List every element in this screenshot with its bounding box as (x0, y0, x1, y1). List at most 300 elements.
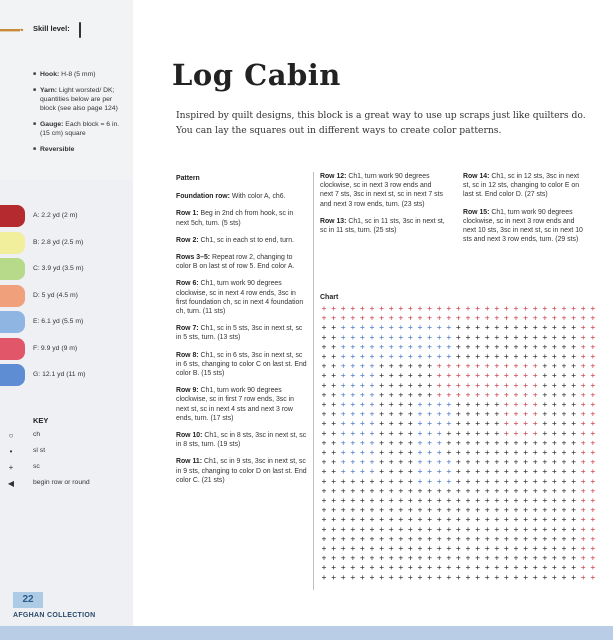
sc-stitch-mark: + (417, 456, 423, 467)
sc-stitch-mark: + (590, 552, 596, 563)
sc-stitch-mark: + (388, 408, 394, 419)
sc-stitch-mark: + (484, 514, 490, 525)
sc-stitch-mark: + (417, 504, 423, 515)
sc-stitch-mark: + (590, 341, 596, 352)
sc-stitch-mark: + (571, 389, 577, 400)
sc-stitch-mark: + (475, 485, 481, 496)
sc-stitch-mark: + (532, 312, 538, 323)
sc-stitch-mark: + (503, 562, 509, 573)
sc-stitch-mark: + (340, 399, 346, 409)
sc-stitch-mark: + (321, 322, 327, 333)
sc-stitch-mark: + (369, 485, 375, 496)
sc-stitch-mark: + (475, 447, 481, 457)
sc-stitch-mark: + (551, 571, 557, 582)
sc-stitch-mark: + (331, 437, 337, 448)
sc-stitch-mark: + (561, 408, 567, 419)
sc-stitch-mark: + (388, 495, 394, 505)
sc-stitch-mark: + (436, 399, 442, 409)
sc-stitch-mark: + (561, 360, 567, 371)
sc-stitch-mark: + (398, 408, 404, 419)
sc-stitch-mark: + (340, 475, 346, 486)
sc-stitch-mark: + (427, 389, 433, 400)
sc-stitch-mark: + (436, 447, 442, 457)
key-label-ch: ch (33, 431, 41, 438)
sc-stitch-mark: + (455, 504, 461, 515)
sc-stitch-mark: + (427, 485, 433, 496)
sc-stitch-mark: + (436, 543, 442, 553)
sc-stitch-mark: + (494, 495, 500, 505)
sc-stitch-mark: + (494, 543, 500, 553)
sc-stitch-mark: + (398, 456, 404, 467)
sc-stitch-mark: + (321, 437, 327, 448)
sc-stitch-mark: + (455, 399, 461, 409)
sc-stitch-mark: + (407, 552, 413, 563)
sc-stitch-mark: + (494, 360, 500, 371)
sc-stitch-mark: + (455, 312, 461, 323)
sc-stitch-mark: + (359, 543, 365, 553)
pattern-step: Row 13: Ch1, sc in 11 sts, 3sc in next st, sc in 11 sts, turn. (25 sts) (320, 217, 445, 235)
sc-stitch-mark: + (484, 437, 490, 448)
sc-stitch-mark: + (561, 495, 567, 505)
sc-stitch-mark: + (465, 389, 471, 400)
sc-stitch-mark: + (532, 437, 538, 448)
sc-stitch-mark: + (446, 485, 452, 496)
sc-stitch-mark: + (388, 341, 394, 352)
sc-stitch-mark: + (475, 341, 481, 352)
sc-stitch-mark: + (369, 370, 375, 381)
sc-stitch-mark: + (340, 456, 346, 467)
sc-stitch-mark: + (484, 466, 490, 477)
sc-stitch-mark: + (503, 571, 509, 582)
sc-stitch-mark: + (484, 370, 490, 381)
sc-stitch-mark: + (551, 341, 557, 352)
sc-stitch-mark: + (494, 418, 500, 429)
sc-stitch-mark: + (359, 351, 365, 361)
sc-stitch-mark: + (532, 552, 538, 563)
sc-stitch-mark: + (427, 466, 433, 477)
sc-stitch-mark: + (561, 303, 567, 313)
sc-stitch-mark: + (532, 341, 538, 352)
sc-stitch-mark: + (551, 562, 557, 573)
sc-stitch-mark: + (551, 437, 557, 448)
sc-stitch-mark: + (523, 456, 529, 467)
sc-stitch-mark: + (398, 370, 404, 381)
sc-stitch-mark: + (542, 418, 548, 429)
sc-stitch-mark: + (331, 331, 337, 342)
sc-stitch-mark: + (398, 389, 404, 400)
sc-stitch-mark: + (571, 543, 577, 553)
sc-stitch-mark: + (513, 456, 519, 467)
sc-stitch-mark: + (407, 485, 413, 496)
sc-stitch-mark: + (369, 437, 375, 448)
sc-stitch-mark: + (407, 447, 413, 457)
sc-stitch-mark: + (331, 562, 337, 573)
sc-stitch-mark: + (503, 418, 509, 429)
sc-stitch-mark: + (379, 399, 385, 409)
sc-stitch-mark: + (350, 370, 356, 381)
sc-stitch-mark: + (359, 331, 365, 342)
sc-stitch-mark: + (523, 427, 529, 438)
sc-stitch-mark: + (359, 504, 365, 515)
sc-stitch-mark: + (340, 351, 346, 361)
sc-stitch-mark: + (436, 389, 442, 400)
key-label-slst: sl st (33, 447, 46, 454)
sc-stitch-mark: + (427, 322, 433, 333)
sc-stitch-mark: + (369, 552, 375, 563)
sc-stitch-mark: + (340, 312, 346, 323)
sc-stitch-mark: + (379, 408, 385, 419)
key-row-slst (0, 447, 133, 463)
sc-stitch-mark: + (503, 533, 509, 544)
sc-stitch-mark: + (465, 456, 471, 467)
sc-stitch-mark: + (321, 562, 327, 573)
sc-stitch-mark: + (551, 408, 557, 419)
sc-stitch-mark: + (436, 351, 442, 361)
swatch-g (0, 364, 25, 386)
sc-stitch-mark: + (503, 495, 509, 505)
sc-stitch-mark: + (513, 466, 519, 477)
sc-stitch-mark: + (561, 351, 567, 361)
sc-stitch-mark: + (331, 485, 337, 496)
sc-stitch-mark: + (494, 389, 500, 400)
sc-stitch-mark: + (484, 379, 490, 390)
sc-stitch-mark: + (532, 533, 538, 544)
sc-stitch-mark: + (580, 437, 586, 448)
sc-stitch-mark: + (417, 427, 423, 438)
chart-heading: Chart (320, 294, 339, 301)
sc-stitch-mark: + (350, 475, 356, 486)
sc-stitch-mark: + (580, 475, 586, 486)
sc-stitch-mark: + (551, 379, 557, 390)
sc-stitch-mark: + (350, 562, 356, 573)
sc-stitch-mark: + (427, 437, 433, 448)
sc-stitch-mark: + (561, 389, 567, 400)
sc-stitch-mark: + (561, 370, 567, 381)
sc-stitch-mark: + (369, 514, 375, 525)
key-label-sc: sc (33, 463, 40, 470)
sc-stitch-mark: + (542, 533, 548, 544)
sc-stitch-mark: + (331, 552, 337, 563)
sc-stitch-mark: + (551, 360, 557, 371)
pattern-step: Row 7: Ch1, sc in 5 sts, 3sc in next st, sc in 5 sts, turn. (13 sts) (176, 325, 303, 342)
yarn-swatch-list (0, 204, 133, 390)
sc-stitch-mark: + (379, 543, 385, 553)
sc-stitch-mark: + (427, 447, 433, 457)
sc-stitch-mark: + (455, 466, 461, 477)
sc-stitch-mark: + (321, 523, 327, 534)
sc-stitch-mark: + (571, 351, 577, 361)
sc-stitch-mark: + (446, 456, 452, 467)
sc-stitch-mark: + (551, 543, 557, 553)
sc-stitch-mark: + (503, 379, 509, 390)
sc-stitch-mark: + (427, 533, 433, 544)
sc-stitch-mark: + (359, 399, 365, 409)
sc-stitch-mark: + (359, 389, 365, 400)
swatch-label-c: C: 3.9 yd (3.5 m) (33, 265, 84, 272)
sc-stitch-mark: + (350, 571, 356, 582)
sc-stitch-mark: + (446, 514, 452, 525)
sc-stitch-mark: + (369, 504, 375, 515)
sc-stitch-mark: + (590, 427, 596, 438)
sc-stitch-mark: + (427, 571, 433, 582)
sc-stitch-mark: + (321, 312, 327, 323)
sc-stitch-mark: + (407, 408, 413, 419)
sc-stitch-mark: + (446, 379, 452, 390)
sc-stitch-mark: + (580, 370, 586, 381)
sc-stitch-mark: + (475, 466, 481, 477)
sc-stitch-mark: + (503, 341, 509, 352)
sc-stitch-mark: + (417, 370, 423, 381)
sc-stitch-mark: + (340, 331, 346, 342)
sc-stitch-mark: + (398, 312, 404, 323)
sc-stitch-mark: + (331, 427, 337, 438)
pattern-step: Rows 3–5: Repeat row 2, changing to color B on last st of row 5. End color A. (176, 254, 295, 271)
sc-stitch-mark: + (455, 360, 461, 371)
sc-stitch-mark: + (494, 322, 500, 333)
sc-stitch-mark: + (446, 389, 452, 400)
sc-stitch-mark: + (475, 360, 481, 371)
sc-stitch-mark: + (455, 322, 461, 333)
sc-stitch-mark: + (523, 312, 529, 323)
sc-stitch-mark: + (484, 389, 490, 400)
sc-stitch-mark: + (436, 437, 442, 448)
swatch-row-e (0, 310, 133, 337)
sc-stitch-mark: + (542, 351, 548, 361)
sc-stitch-mark: + (379, 379, 385, 390)
sc-stitch-mark: + (503, 408, 509, 419)
sc-stitch-mark: + (465, 341, 471, 352)
sc-stitch-mark: + (561, 456, 567, 467)
pattern-step: Foundation row: With color A, ch6. (176, 193, 286, 201)
sc-stitch-mark: + (350, 322, 356, 333)
sc-stitch-mark: + (369, 331, 375, 342)
sc-stitch-mark: + (455, 418, 461, 429)
sc-stitch-mark: + (407, 562, 413, 573)
sc-stitch-mark: + (494, 447, 500, 457)
sc-stitch-mark: + (551, 523, 557, 534)
sc-stitch-mark: + (571, 331, 577, 342)
sc-stitch-mark: + (417, 495, 423, 505)
sc-stitch-mark: + (427, 341, 433, 352)
sc-stitch-mark: + (398, 303, 404, 313)
sc-stitch-mark: + (321, 389, 327, 400)
sc-stitch-mark: + (523, 379, 529, 390)
sc-stitch-mark: + (551, 427, 557, 438)
sc-stitch-mark: + (475, 456, 481, 467)
sc-stitch-mark: + (350, 543, 356, 553)
sc-stitch-mark: + (446, 427, 452, 438)
sc-stitch-mark: + (590, 389, 596, 400)
sc-stitch-mark: + (561, 399, 567, 409)
pattern-step: Row 6: Ch1, turn work 90 degrees clockwise, sc in next 4 row ends, 3sc in first foundation ch, sc in next 4 foundation ch, turn. (11 sts) (176, 280, 304, 316)
sc-stitch-mark: + (532, 399, 538, 409)
sc-stitch-mark: + (331, 389, 337, 400)
sc-stitch-mark: + (503, 322, 509, 333)
sc-stitch-mark: + (523, 351, 529, 361)
sc-stitch-mark: + (580, 447, 586, 457)
sc-stitch-mark: + (417, 485, 423, 496)
sc-stitch-mark: + (407, 456, 413, 467)
sc-stitch-mark: + (561, 331, 567, 342)
sc-stitch-mark: + (379, 312, 385, 323)
sc-stitch-mark: + (427, 408, 433, 419)
sc-stitch-mark: + (542, 523, 548, 534)
sc-stitch-mark: + (388, 571, 394, 582)
sc-stitch-mark: + (455, 437, 461, 448)
key-title: KEY (33, 416, 49, 425)
sc-stitch-mark: + (398, 485, 404, 496)
sc-stitch-mark: + (359, 447, 365, 457)
sc-stitch-mark: + (590, 418, 596, 429)
sc-stitch-mark: + (542, 312, 548, 323)
sc-stitch-mark: + (436, 456, 442, 467)
sc-stitch-mark: + (494, 475, 500, 486)
sc-stitch-mark: + (590, 379, 596, 390)
sc-stitch-mark: + (340, 495, 346, 505)
sc-stitch-mark: + (465, 379, 471, 390)
sc-stitch-mark: + (551, 389, 557, 400)
sc-stitch-mark: + (455, 370, 461, 381)
sc-stitch-mark: + (590, 399, 596, 409)
sc-stitch-mark: + (571, 312, 577, 323)
sc-stitch-mark: + (427, 427, 433, 438)
sc-stitch-mark: + (350, 418, 356, 429)
sc-stitch-mark: + (407, 331, 413, 342)
sc-stitch-mark: + (465, 495, 471, 505)
sc-stitch-mark: + (523, 331, 529, 342)
sc-stitch-mark: + (388, 312, 394, 323)
sc-stitch-mark: + (484, 571, 490, 582)
sc-stitch-mark: + (532, 447, 538, 457)
sc-stitch-mark: + (379, 351, 385, 361)
sc-stitch-mark: + (321, 456, 327, 467)
sc-stitch-mark: + (388, 437, 394, 448)
sc-stitch-mark: + (427, 312, 433, 323)
sc-stitch-mark: + (571, 408, 577, 419)
sc-stitch-mark: + (340, 504, 346, 515)
sc-stitch-mark: + (475, 427, 481, 438)
sc-stitch-mark: + (494, 379, 500, 390)
sc-stitch-mark: + (407, 543, 413, 553)
sc-stitch-mark: + (379, 475, 385, 486)
sc-stitch-mark: + (379, 552, 385, 563)
sc-stitch-mark: + (388, 418, 394, 429)
sc-stitch-mark: + (513, 475, 519, 486)
sc-stitch-mark: + (580, 379, 586, 390)
sc-stitch-mark: + (484, 427, 490, 438)
page-number: 22 (22, 594, 34, 605)
sc-stitch-mark: + (398, 552, 404, 563)
sc-stitch-mark: + (388, 466, 394, 477)
sc-stitch-mark: + (369, 427, 375, 438)
sc-stitch-mark: + (513, 485, 519, 496)
sc-stitch-mark: + (475, 389, 481, 400)
sc-stitch-mark: + (475, 523, 481, 534)
sc-stitch-mark: + (321, 370, 327, 381)
sc-stitch-mark: + (465, 533, 471, 544)
swatch-f (0, 338, 25, 360)
sc-stitch-mark: + (427, 331, 433, 342)
sc-stitch-mark: + (484, 543, 490, 553)
sc-stitch-mark: + (523, 341, 529, 352)
sc-stitch-mark: + (513, 408, 519, 419)
sc-stitch-mark: + (561, 447, 567, 457)
sc-stitch-mark: + (455, 427, 461, 438)
sc-stitch-mark: + (590, 331, 596, 342)
sc-stitch-mark: + (551, 331, 557, 342)
sc-stitch-mark: + (523, 437, 529, 448)
sc-stitch-mark: + (340, 408, 346, 419)
sc-stitch-mark: + (542, 408, 548, 419)
swatch-d (0, 285, 25, 307)
sc-stitch-mark: + (455, 351, 461, 361)
sc-stitch-mark: + (532, 418, 538, 429)
sc-stitch-mark: + (484, 552, 490, 563)
page-title: Log Cabin (172, 58, 341, 92)
sc-stitch-mark: + (494, 552, 500, 563)
sc-stitch-mark: + (427, 456, 433, 467)
sc-stitch-mark: + (398, 523, 404, 534)
sc-stitch-mark: + (321, 351, 327, 361)
sc-stitch-mark: + (484, 351, 490, 361)
sc-stitch-mark: + (590, 447, 596, 457)
sc-stitch-mark: + (475, 408, 481, 419)
sc-stitch-mark: + (331, 370, 337, 381)
sc-stitch-mark: + (494, 523, 500, 534)
sc-stitch-mark: + (475, 399, 481, 409)
sc-stitch-mark: + (331, 341, 337, 352)
sc-stitch-mark: + (331, 418, 337, 429)
sc-stitch-mark: + (331, 379, 337, 390)
sc-stitch-mark: + (542, 504, 548, 515)
sc-stitch-mark: + (542, 331, 548, 342)
sc-stitch-mark: + (350, 533, 356, 544)
sc-stitch-mark: + (523, 504, 529, 515)
sc-stitch-mark: + (427, 351, 433, 361)
sc-stitch-mark: + (407, 418, 413, 429)
sc-stitch-mark: + (475, 418, 481, 429)
sc-stitch-mark: + (475, 322, 481, 333)
sc-stitch-mark: + (321, 447, 327, 457)
sc-stitch-mark: + (359, 514, 365, 525)
footer-book-title: AFGHAN COLLECTION (13, 612, 96, 619)
sc-stitch-mark: + (446, 504, 452, 515)
sc-stitch-mark: + (513, 571, 519, 582)
sc-stitch-mark: + (532, 370, 538, 381)
sc-stitch-mark: + (398, 351, 404, 361)
sc-stitch-mark: + (379, 427, 385, 438)
sc-stitch-mark: + (532, 523, 538, 534)
sc-stitch-mark: + (427, 370, 433, 381)
sc-stitch-mark: + (580, 495, 586, 505)
sc-stitch-mark: + (571, 447, 577, 457)
sc-stitch-mark: + (369, 447, 375, 457)
sc-stitch-mark: + (475, 514, 481, 525)
sc-stitch-mark: + (475, 562, 481, 573)
sc-stitch-mark: + (340, 523, 346, 534)
sc-stitch-mark: + (321, 552, 327, 563)
sc-stitch-mark: + (580, 303, 586, 313)
sc-stitch-mark: + (590, 322, 596, 333)
sc-stitch-mark: + (484, 456, 490, 467)
sc-stitch-mark: + (369, 351, 375, 361)
sc-stitch-mark: + (465, 571, 471, 582)
sc-stitch-mark: + (446, 552, 452, 563)
sc-stitch-mark: + (523, 418, 529, 429)
sc-stitch-mark: + (465, 408, 471, 419)
sc-stitch-mark: + (427, 504, 433, 515)
sc-stitch-mark: + (417, 552, 423, 563)
